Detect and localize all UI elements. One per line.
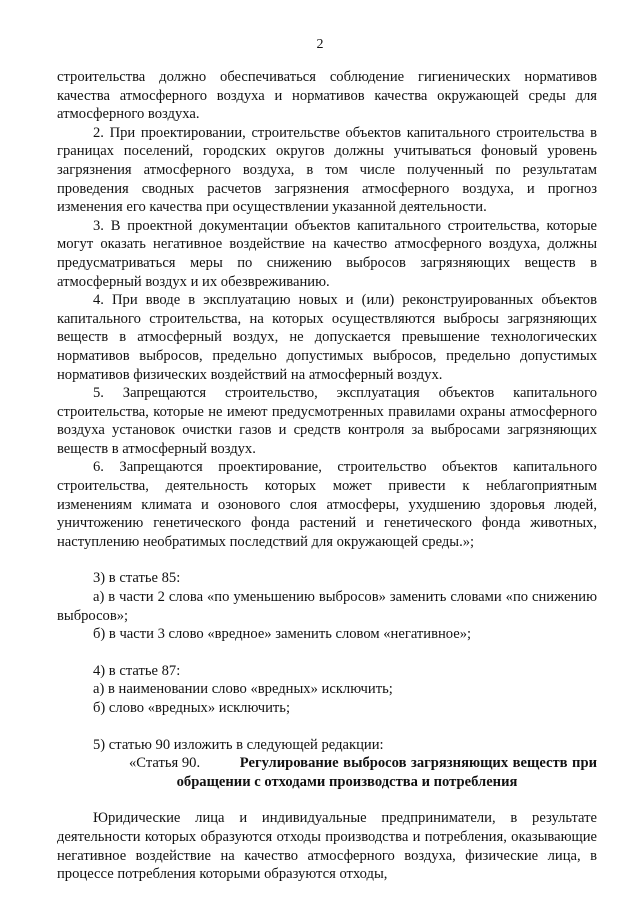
paragraph-3: 3. В проектной документации объектов капитального строительства, которые могут оказать негативное воздействие на качество атмосферного воздуха, должны предусматриваться меры по снижению выбросов загрязняющих веществ в атмосферный воздух и их обезвреживанию. [57, 217, 597, 290]
paragraph-4: 4. При вводе в эксплуатацию новых и (или) реконструированных объектов капитального строительства, на которых осуществляются выбросы загрязняющих веществ в атмосферный воздух, не допускается превышение технологических нормативов выбросов, предельно допустимых выбросов, предельно допустимых нормативов физических воздействий на атмосферный воздух. [57, 292, 597, 383]
article-title-line1: Регулирование выбросов загрязняющих веществ при [239, 755, 597, 772]
amendment-85-b: б) в части 3 слово «вредное» заменить словом «негативное»; [93, 626, 472, 643]
document-body [57, 68, 597, 884]
amendment-87-b: б) слово «вредных» исключить; [93, 700, 291, 716]
article-prefix: «Статья 90. [129, 755, 204, 772]
paragraph-2: 2. При проектировании, строительстве объектов капитального строительства в границах поселений, городских округов должны учитываться фоновый уровень загрязнения атмосферного воздуха, в том числе полученный по результатам проведения сводных расчетов загрязнения атмосферного воздуха, и прогноз изменения его качества при осуществлении указанной деятельности. [57, 124, 597, 216]
amendment-85-title: 3) в статье 85: [93, 570, 181, 587]
article-text: Юридические лица и индивидуальные предприниматели, в результате деятельности которых образуются отходы производства и потребления, оказывающие негативное воздействие на качество атмосферного воздуха, физические лица, в процессе потребления которыми образуются отходы, [57, 810, 597, 883]
article-title-line2: обращении с отходами производства и потребления [176, 773, 518, 790]
paragraph-continuation: строительства должно обеспечиваться соблюдение гигиенических нормативов качества атмосферного воздуха и нормативов качества окружающей среды для атмосферного воздуха. [57, 69, 597, 123]
paragraph-5: 5. Запрещаются строительство, эксплуатация объектов капитального строительства, которые не имеют предусмотренных правилами охраны атмосферного воздуха установок очистки газов и средств контроля за выбросами загрязняющих веществ в атмосферный воздух. [57, 385, 597, 457]
paragraph-6: 6. Запрещаются проектирование, строительство объектов капитального строительства, деятельность которых может привести к неблагоприятным изменениям климата и озонового слоя атмосферы, ухудшению здоровья людей, уничтожению генетического фонда растений и генетического фонда животных, наступлению необратимых последствий для окружающей среды.»; [57, 459, 597, 550]
page-number: 2 [316, 37, 324, 52]
amendment-90-title: 5) статью 90 изложить в следующей редакции: [93, 736, 384, 753]
amendment-87-a: а) в наименовании слово «вредных» исключить; [93, 681, 393, 698]
amendment-85-a: а) в части 2 слова «по уменьшению выбросов» заменить словами «по снижению выбросов»; [57, 589, 597, 624]
amendment-87-title: 4) в статье 87: [93, 662, 181, 679]
article-heading [57, 754, 597, 773]
